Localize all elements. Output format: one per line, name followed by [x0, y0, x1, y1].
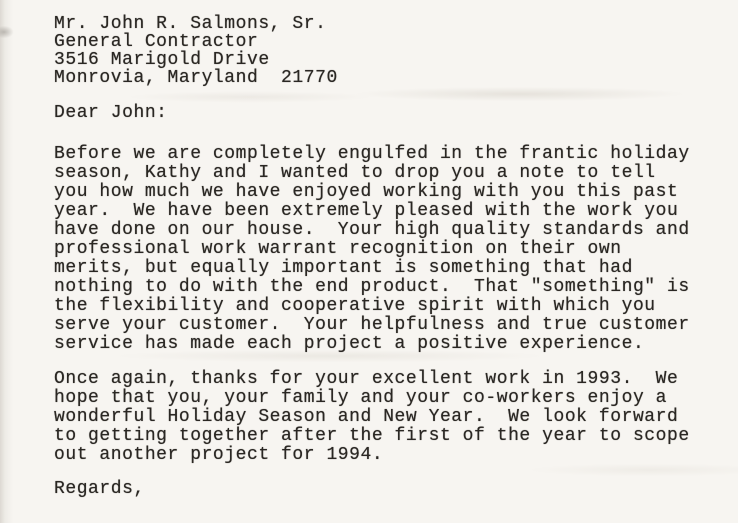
body-line: nothing to do with the end product. That "something" is	[54, 277, 690, 297]
body-line: wonderful Holiday Season and New Year. We look forward	[54, 407, 679, 427]
recipient-address-block	[54, 15, 338, 87]
body-line: serve your customer. Your helpfulness and true customer	[54, 315, 690, 335]
body-line: professional work warrant recognition on their own	[54, 239, 622, 259]
body-line: hope that you, your family and your co-workers enjoy a	[54, 388, 667, 408]
recipient-title-line: General Contractor	[54, 32, 259, 52]
closing-regards: Regards,	[54, 479, 145, 499]
recipient-name-line: Mr. John R. Salmons, Sr.	[54, 14, 327, 34]
body-line: have done on our house. Your high quality standards and	[54, 220, 690, 240]
body-line: year. We have been extremely pleased with the work you	[54, 201, 679, 221]
salutation: Dear John:	[54, 103, 168, 123]
body-line: merits, but equally important is something that had	[54, 258, 633, 278]
recipient-city-line: Monrovia, Maryland 21770	[54, 68, 338, 88]
body-line: you how much we have enjoyed working with you this past	[54, 182, 679, 202]
body-paragraph-1	[54, 145, 690, 354]
body-line: to getting together after the first of the year to scope	[54, 426, 690, 446]
body-line: out another project for 1994.	[54, 445, 384, 465]
body-line: Once again, thanks for your excellent work in 1993. We	[54, 369, 679, 389]
body-line: the flexibility and cooperative spirit with which you	[54, 296, 656, 316]
recipient-street-line: 3516 Marigold Drive	[54, 50, 270, 70]
body-line: Before we are completely engulfed in the frantic holiday	[54, 144, 690, 164]
body-paragraph-2	[54, 370, 690, 465]
body-line: service has made each project a positive experience.	[54, 334, 645, 354]
body-line: season, Kathy and I wanted to drop you a note to tell	[54, 163, 656, 183]
